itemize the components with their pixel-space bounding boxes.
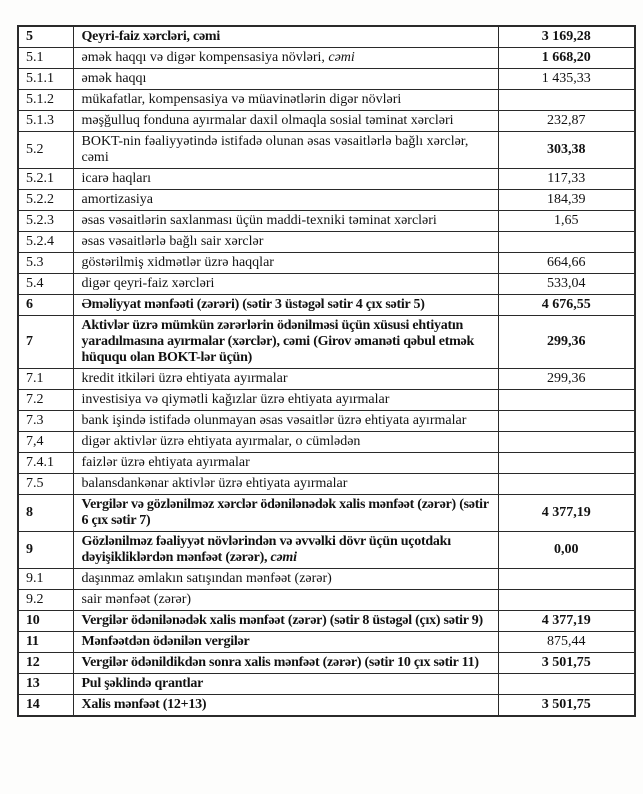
row-label-cell [73, 569, 498, 590]
financial-statement-table [17, 25, 636, 717]
row-value-cell [498, 390, 635, 411]
row-label: əsas vəsaitlərlə bağlı sair xərclər [81, 234, 264, 249]
row-number: 5 [26, 29, 33, 44]
row-value: 533,04 [547, 276, 586, 291]
row-number-cell [18, 253, 73, 274]
row-label: əmək haqqı və digər kompensasiya növləri, [81, 50, 329, 65]
row-value: 3 501,75 [541, 655, 591, 670]
row-number: 5.2.3 [26, 213, 54, 228]
row-value-cell [498, 432, 635, 453]
row-number-cell [18, 211, 73, 232]
row-value: 232,87 [547, 113, 586, 128]
row-number: 7.1 [26, 371, 44, 386]
table-row [18, 90, 635, 111]
row-number-cell [18, 316, 73, 369]
table-row [18, 674, 635, 695]
row-value: 1 668,20 [541, 50, 591, 65]
row-label-cell [73, 169, 498, 190]
row-value-cell [498, 569, 635, 590]
row-label-cell [73, 695, 498, 717]
row-label-cell [73, 111, 498, 132]
table-row [18, 69, 635, 90]
row-value-cell [498, 132, 635, 169]
row-label: investisiya və qiymətli kağızlar üzrə ehtiyata ayırmalar [81, 392, 390, 407]
row-label-cell [73, 453, 498, 474]
table-row [18, 495, 635, 532]
row-number: 9 [26, 542, 33, 557]
financial-table-body [18, 26, 635, 716]
row-value: 1,65 [554, 213, 579, 228]
row-value: 184,39 [547, 192, 586, 207]
row-label: digər qeyri-faiz xərcləri [81, 276, 215, 291]
table-row [18, 316, 635, 369]
row-label-cell [73, 26, 498, 48]
row-label-cell [73, 411, 498, 432]
row-number: 9.2 [26, 592, 44, 607]
row-number-cell [18, 695, 73, 717]
row-number: 13 [26, 676, 40, 691]
row-number: 7.5 [26, 476, 44, 491]
row-label-cell [73, 653, 498, 674]
row-label: sair mənfəət (zərər) [81, 592, 192, 607]
row-number-cell [18, 48, 73, 69]
row-number: 5.2.1 [26, 171, 54, 186]
table-row [18, 390, 635, 411]
row-number: 10 [26, 613, 40, 628]
row-value: 664,66 [547, 255, 586, 270]
row-label: Əməliyyat mənfəəti (zərəri) (sətir 3 üstəgəl sətir 4 çıx sətir 5) [81, 297, 425, 312]
row-label: əsas vəsaitlərin saxlanması üçün maddi-texniki təminat xərcləri [81, 213, 437, 228]
row-value: 4 377,19 [541, 613, 591, 628]
row-value-cell [498, 90, 635, 111]
row-value: 3 501,75 [541, 697, 591, 712]
row-number: 5.4 [26, 276, 44, 291]
row-label: Mənfəətdən ödənilən vergilər [81, 634, 250, 649]
row-number: 5.2.2 [26, 192, 54, 207]
row-label: balansdankənar aktivlər üzrə ehtiyata ayırmalar [81, 476, 348, 491]
row-label: məşğulluq fonduna ayırmalar daxil olmaqla sosial təminat xərcləri [81, 113, 454, 128]
row-number: 5.1.2 [26, 92, 54, 107]
table-row [18, 132, 635, 169]
row-number-cell [18, 295, 73, 316]
row-label-cell [73, 190, 498, 211]
row-value-cell [498, 69, 635, 90]
row-label: Pul şəklində qrantlar [81, 676, 204, 691]
table-row [18, 590, 635, 611]
row-number-cell [18, 232, 73, 253]
row-number: 12 [26, 655, 40, 670]
row-label-cell [73, 632, 498, 653]
row-number-cell [18, 532, 73, 569]
row-label: mükafatlar, kompensasiya və müavinətlərin digər növləri [81, 92, 402, 107]
row-label-cell [73, 369, 498, 390]
row-number: 5.2 [26, 142, 44, 157]
row-label-cell [73, 316, 498, 369]
row-value-cell [498, 453, 635, 474]
row-label-cell [73, 48, 498, 69]
row-number-cell [18, 90, 73, 111]
row-number: 7.2 [26, 392, 44, 407]
row-label-cell [73, 295, 498, 316]
row-value: 4 377,19 [541, 505, 591, 520]
row-label-cell [73, 132, 498, 169]
row-value: 299,36 [547, 334, 586, 349]
row-value-cell [498, 632, 635, 653]
row-number: 11 [26, 634, 39, 649]
row-label-cell [73, 69, 498, 90]
row-label-emphasis: cəmi [328, 50, 355, 65]
table-row [18, 190, 635, 211]
row-number: 6 [26, 297, 33, 312]
row-value-cell [498, 295, 635, 316]
row-value-cell [498, 253, 635, 274]
row-number-cell [18, 495, 73, 532]
row-label-cell [73, 253, 498, 274]
table-row [18, 432, 635, 453]
row-label: Vergilər ödənilənədək xalis mənfəət (zərər) (sətir 8 üstəgəl (çıx) sətir 9) [81, 613, 483, 628]
table-row [18, 274, 635, 295]
table-row [18, 474, 635, 495]
row-number-cell [18, 111, 73, 132]
row-label-cell [73, 90, 498, 111]
row-value: 4 676,55 [541, 297, 591, 312]
table-row [18, 653, 635, 674]
row-label: Vergilər ödənildikdən sonra xalis mənfəət (zərər) (sətir 10 çıx sətir 11) [81, 655, 479, 670]
row-value-cell [498, 590, 635, 611]
row-label: Xalis mənfəət (12+13) [81, 697, 207, 712]
row-value: 1 435,33 [541, 71, 591, 86]
table-row [18, 295, 635, 316]
row-number: 5.2.4 [26, 234, 54, 249]
row-label: əmək haqqı [81, 71, 147, 86]
row-number-cell [18, 26, 73, 48]
table-row [18, 232, 635, 253]
row-label: daşınmaz əmlakın satışından mənfəət (zərər) [81, 571, 332, 586]
row-label-cell [73, 611, 498, 632]
row-number-cell [18, 69, 73, 90]
row-label: digər aktivlər üzrə ehtiyata ayırmalar, o cümlədən [81, 434, 361, 449]
row-number-cell [18, 190, 73, 211]
row-number-cell [18, 411, 73, 432]
table-row [18, 569, 635, 590]
table-row [18, 411, 635, 432]
row-label: Vergilər və gözlənilməz xərclər ödənilənədək xalis mənfəət (zərər) (sətir 6 çıx sətir 7) [81, 497, 489, 528]
row-label-cell [73, 474, 498, 495]
row-label-cell [73, 274, 498, 295]
row-number-cell [18, 169, 73, 190]
row-label-cell [73, 390, 498, 411]
row-value: 875,44 [547, 634, 586, 649]
row-value-cell [498, 674, 635, 695]
row-number-cell [18, 390, 73, 411]
row-label: göstərilmiş xidmətlər üzrə haqqlar [81, 255, 274, 270]
row-value-cell [498, 190, 635, 211]
row-number-cell [18, 474, 73, 495]
row-label: Aktivlər üzrə mümkün zərərlərin ödənilməsi üçün xüsusi ehtiyatın yaradılmasına ayırmalar (xərclər), cəmi (Girov əmanəti qəbul etmək hüququ olan BOKT-lər üçün) [81, 318, 475, 365]
row-value-cell [498, 695, 635, 717]
row-label-cell [73, 211, 498, 232]
table-row [18, 453, 635, 474]
row-label-emphasis: cəmi [270, 550, 297, 565]
row-number: 5.1.3 [26, 113, 54, 128]
table-row [18, 169, 635, 190]
row-label: kredit itkiləri üzrə ehtiyata ayırmalar [81, 371, 288, 386]
row-value-cell [498, 532, 635, 569]
row-number: 7 [26, 334, 33, 349]
row-number: 8 [26, 505, 33, 520]
row-value-cell [498, 274, 635, 295]
row-value-cell [498, 411, 635, 432]
row-label: faizlər üzrə ehtiyata ayırmalar [81, 455, 250, 470]
row-label-cell [73, 495, 498, 532]
table-row [18, 632, 635, 653]
row-value: 3 169,28 [541, 29, 591, 44]
row-value: 303,38 [547, 142, 586, 157]
row-number: 5.1 [26, 50, 44, 65]
row-number: 7.3 [26, 413, 44, 428]
row-value-cell [498, 316, 635, 369]
row-value-cell [498, 232, 635, 253]
row-label: bank işində istifadə olunmayan əsas vəsaitlər üzrə ehtiyata ayırmalar [81, 413, 467, 428]
row-label-cell [73, 432, 498, 453]
row-value-cell [498, 169, 635, 190]
row-label-cell [73, 232, 498, 253]
row-value: 0,00 [554, 542, 579, 557]
row-number-cell [18, 674, 73, 695]
row-number-cell [18, 274, 73, 295]
row-number: 14 [26, 697, 40, 712]
table-row [18, 695, 635, 717]
row-number: 9.1 [26, 571, 44, 586]
row-value: 117,33 [547, 171, 586, 186]
row-label: Gözlənilməz fəaliyyət növlərindən və əvvəlki dövr üçün uçotdakı dəyişikliklərdən mənfəət (zərər), [81, 534, 451, 565]
row-value-cell [498, 26, 635, 48]
row-value-cell [498, 474, 635, 495]
table-row [18, 111, 635, 132]
table-row [18, 253, 635, 274]
row-label-cell [73, 590, 498, 611]
row-label: Qeyri-faiz xərcləri, cəmi [81, 29, 220, 44]
row-label: icarə haqları [81, 171, 152, 186]
row-value-cell [498, 211, 635, 232]
row-number-cell [18, 590, 73, 611]
row-label: BOKT-nin fəaliyyətində istifadə olunan əsas vəsaitlərlə bağlı xərclər, cəmi [81, 134, 469, 165]
row-value-cell [498, 653, 635, 674]
row-number: 5.3 [26, 255, 44, 270]
row-value-cell [498, 611, 635, 632]
row-number: 7.4.1 [26, 455, 54, 470]
row-label-cell [73, 674, 498, 695]
row-value-cell [498, 111, 635, 132]
row-number-cell [18, 369, 73, 390]
row-value-cell [498, 495, 635, 532]
row-number-cell [18, 453, 73, 474]
row-label-cell [73, 532, 498, 569]
row-number-cell [18, 432, 73, 453]
row-number-cell [18, 132, 73, 169]
table-row [18, 48, 635, 69]
row-number-cell [18, 632, 73, 653]
row-number-cell [18, 611, 73, 632]
table-row [18, 26, 635, 48]
table-row [18, 211, 635, 232]
row-value: 299,36 [547, 371, 586, 386]
row-number-cell [18, 569, 73, 590]
row-number-cell [18, 653, 73, 674]
table-row [18, 532, 635, 569]
row-value-cell [498, 369, 635, 390]
row-value-cell [498, 48, 635, 69]
table-row [18, 369, 635, 390]
row-label: amortizasiya [81, 192, 154, 207]
row-number: 5.1.1 [26, 71, 54, 86]
row-number: 7,4 [26, 434, 44, 449]
table-row [18, 611, 635, 632]
